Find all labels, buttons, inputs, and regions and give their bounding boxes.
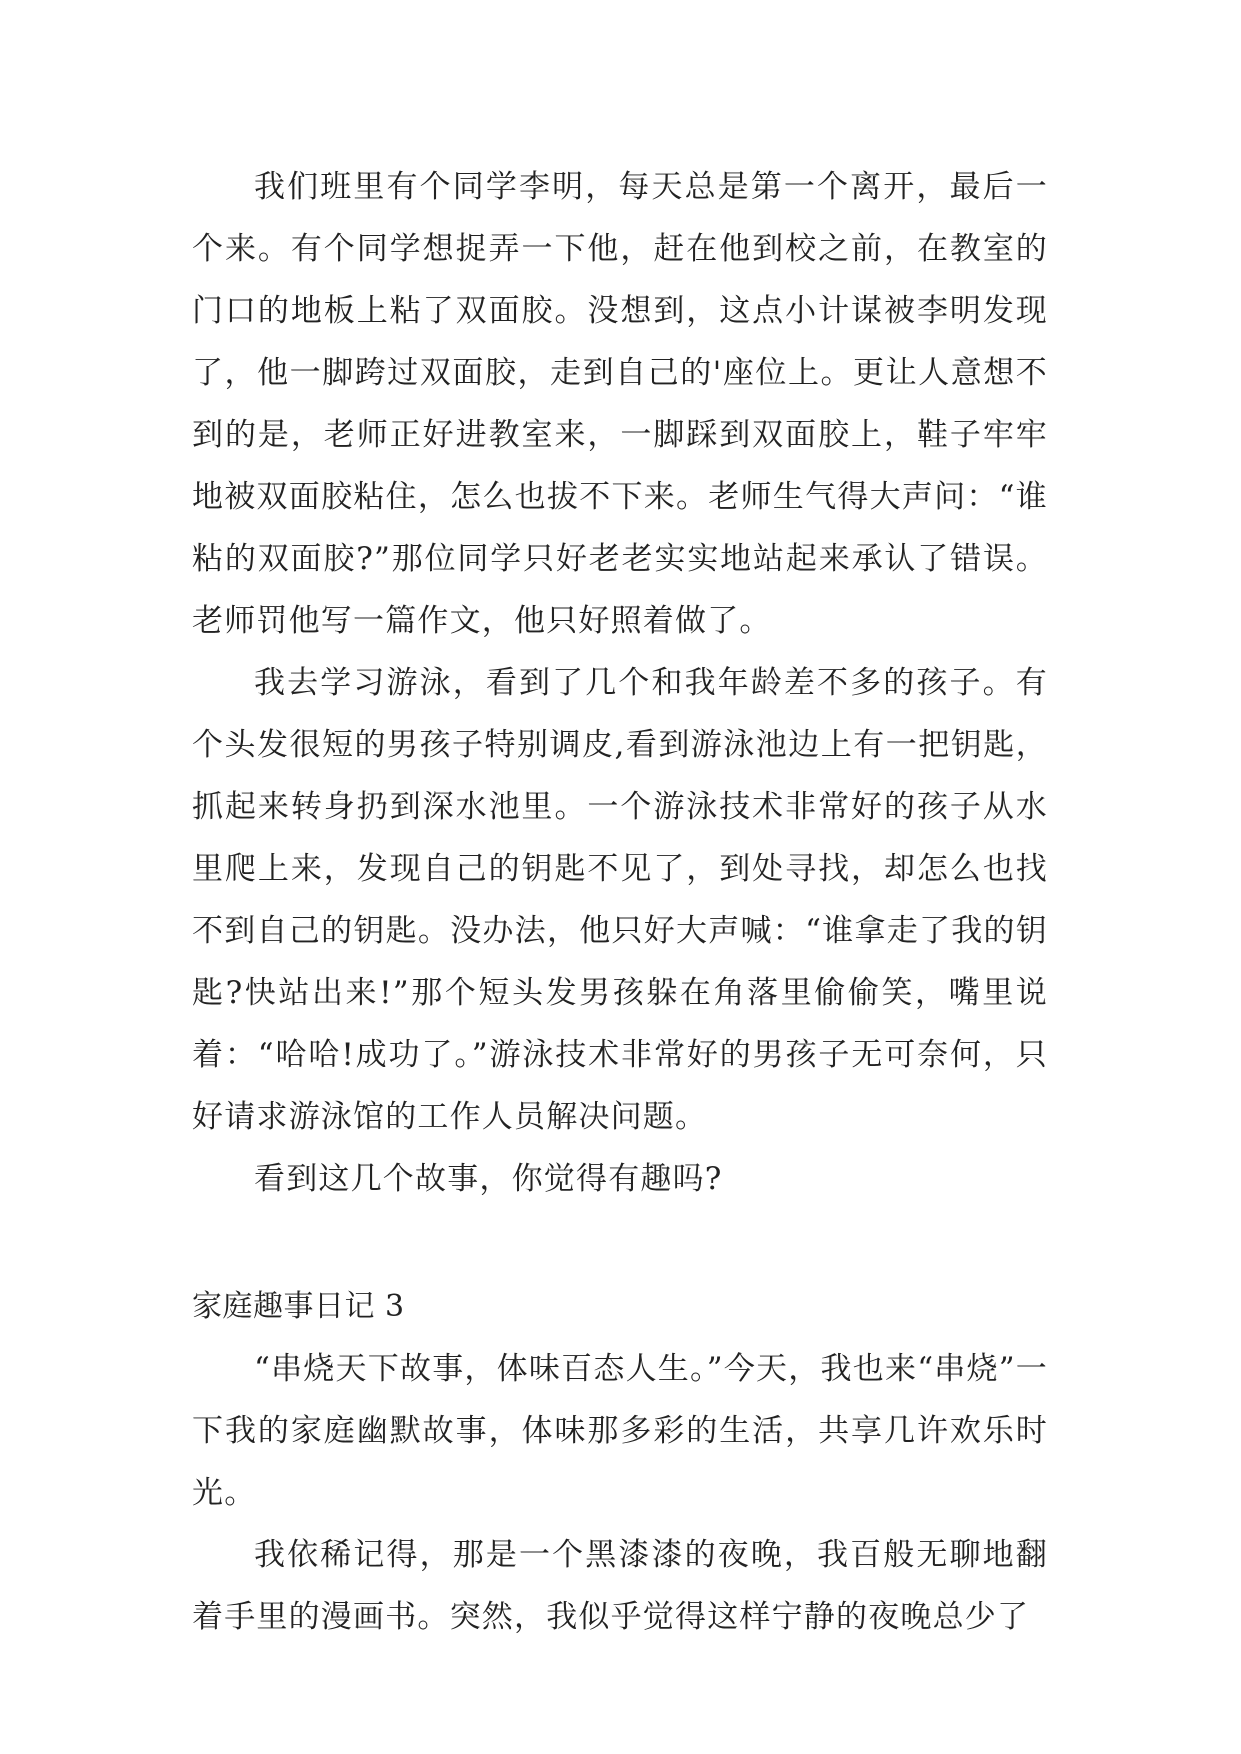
paragraph-intro: “串烧天下故事，体味百态人生。”今天，我也来“串烧”一下我的家庭幽默故事，体味那多彩的生活，共享几许欢乐时光。 (192, 1351, 1048, 1511)
paragraph-swimming-story: 我去学习游泳，看到了几个和我年龄差不多的孩子。有个头发很短的男孩子特别调皮,看到游泳池边上有一把钥匙，抓起来转身扔到深水池里。一个游泳技术非常好的孩子从水里爬上来，发现自己的钥匙不见了，到处寻找，却怎么也找不到自己的钥匙。没办法，他只好大声喊：“谁拿走了我的钥匙?快站出来!”那个短头发男孩躲在角落里偷偷笑，嘴里说着：“哈哈!成功了。”游泳技术非常好的男孩子无可奈何，只好请求游泳馆的工作人员解决问题。 (192, 665, 1048, 1135)
paragraph-classmate-prank: 我们班里有个同学李明，每天总是第一个离开，最后一个来。有个同学想捉弄一下他，赶在他到校之前，在教室的门口的地板上粘了双面胶。没想到，这点小计谋被李明发现了，他一脚跨过双面胶，走到自己的'座位上。更让人意想不到的是，老师正好进教室来，一脚踩到双面胶上，鞋子牢牢地被双面胶粘住，怎么也拔不下来。老师生气得大声问：“谁粘的双面胶?”那位同学只好老老实实地站起来承认了错误。老师罚他写一篇作文，他只好照着做了。 (192, 169, 1048, 639)
document-body (192, 156, 1048, 1648)
paragraph-closing-question: 看到这几个故事，你觉得有趣吗? (254, 1161, 723, 1197)
paragraph-night-memory: 我依稀记得，那是一个黑漆漆的夜晚，我百般无聊地翻着手里的漫画书。突然，我似乎觉得这样宁静的夜晚总少了 (192, 1537, 1048, 1635)
section-heading: 家庭趣事日记 3 (192, 1289, 405, 1324)
